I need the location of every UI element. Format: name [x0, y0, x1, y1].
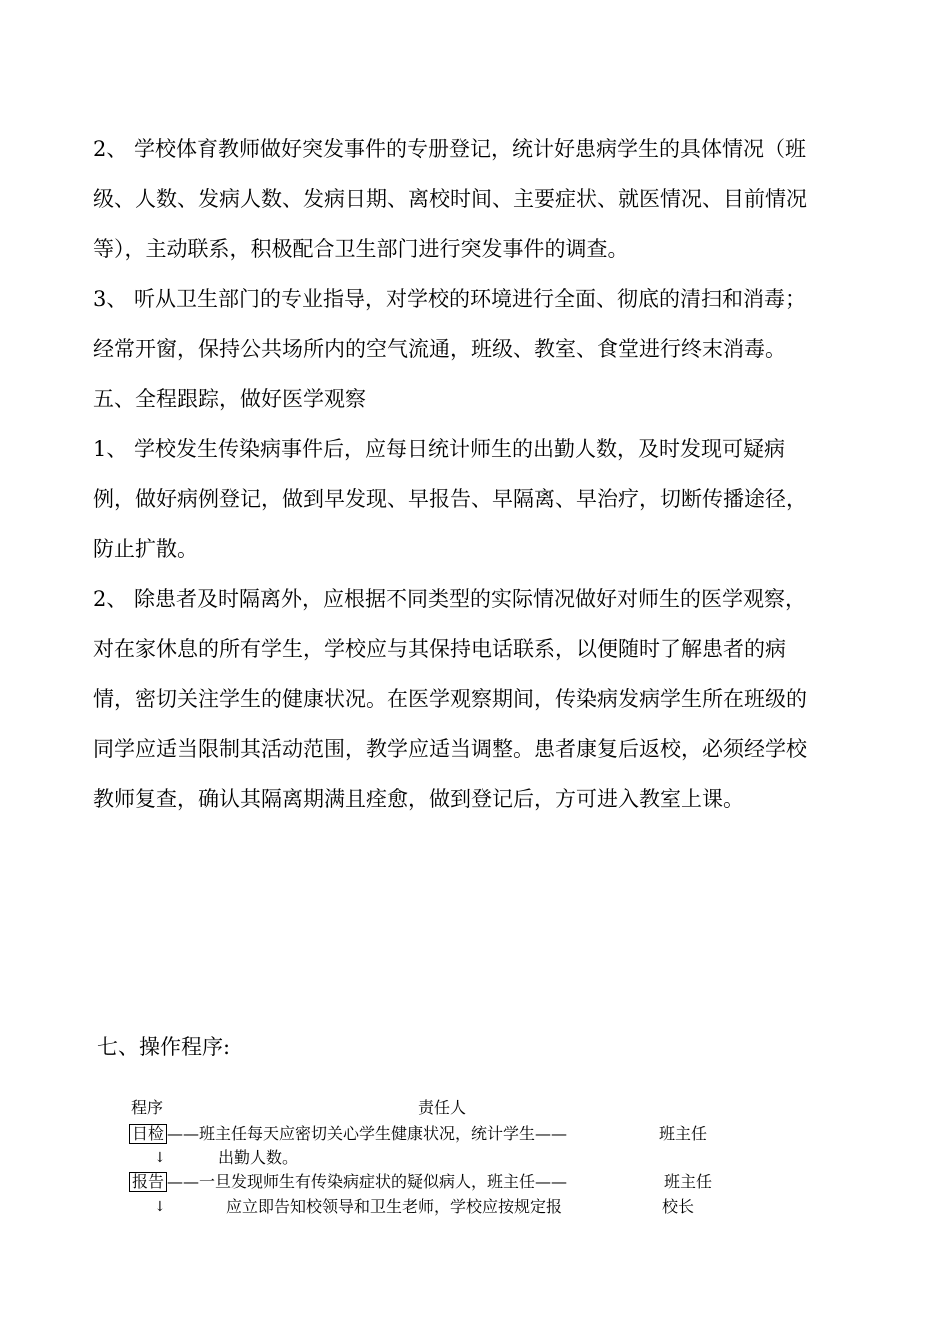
step-description: 一旦发现师生有传染病症状的疑似病人，班主任—— [199, 1172, 568, 1191]
column-header-responsible: 责任人 [418, 1098, 467, 1117]
step-dash: —— [167, 1172, 200, 1191]
step-label: 报告 [129, 1172, 167, 1192]
body-line: 经常开窗，保持公共场所内的空气流通，班级、教室、食堂进行终末消毒。 [93, 337, 786, 361]
body-line: 1、 学校发生传染病事件后，应每日统计师生的出勤人数，及时发现可疑病 [93, 437, 786, 461]
step-responsible: 班主任 [659, 1124, 708, 1143]
step-dash: —— [167, 1124, 200, 1143]
body-line: 教师复查，确认其隔离期满且痊愈，做到登记后，方可进入教室上课。 [93, 787, 744, 811]
step-description-continued: 出勤人数。 [218, 1148, 299, 1167]
body-line: 例，做好病例登记，做到早发现、早报告、早隔离、早治疗，切断传播途径， [93, 487, 807, 511]
body-line: 防止扩散。 [93, 537, 198, 561]
procedure-step-report [129, 1172, 567, 1192]
body-line: 等），主动联系，积极配合卫生部门进行突发事件的调查。 [93, 237, 629, 261]
down-arrow-icon: ↓ [154, 1150, 166, 1166]
step-responsible: 班主任 [664, 1172, 713, 1191]
procedure-step-daily-check [129, 1124, 567, 1144]
step-description: 班主任每天应密切关心学生健康状况，统计学生—— [199, 1124, 568, 1143]
column-header-program: 程序 [131, 1098, 164, 1117]
body-line: 情，密切关注学生的健康状况。在医学观察期间，传染病发病学生所在班级的 [93, 687, 807, 711]
section-heading: 五、全程跟踪，做好医学观察 [93, 387, 366, 411]
step-responsible-secondary: 校长 [662, 1197, 695, 1216]
step-description-continued: 应立即告知校领导和卫生老师，学校应按规定报 [226, 1197, 563, 1216]
body-line: 2、 学校体育教师做好突发事件的专册登记，统计好患病学生的具体情况（班 [93, 137, 807, 161]
body-line: 2、 除患者及时隔离外，应根据不同类型的实际情况做好对师生的医学观察， [93, 587, 807, 611]
body-line: 3、 听从卫生部门的专业指导，对学校的环境进行全面、彻底的清扫和消毒； [93, 287, 807, 311]
body-line: 对在家休息的所有学生，学校应与其保持电话联系，以便随时了解患者的病 [93, 637, 786, 661]
step-label: 日检 [129, 1124, 167, 1144]
down-arrow-icon: ↓ [154, 1199, 166, 1215]
body-line: 级、人数、发病人数、发病日期、离校时间、主要症状、就医情况、目前情况 [93, 187, 807, 211]
body-line: 同学应适当限制其活动范围，教学应适当调整。患者康复后返校，必须经学校 [93, 737, 807, 761]
section-7-heading: 七、操作程序: [97, 1035, 231, 1059]
